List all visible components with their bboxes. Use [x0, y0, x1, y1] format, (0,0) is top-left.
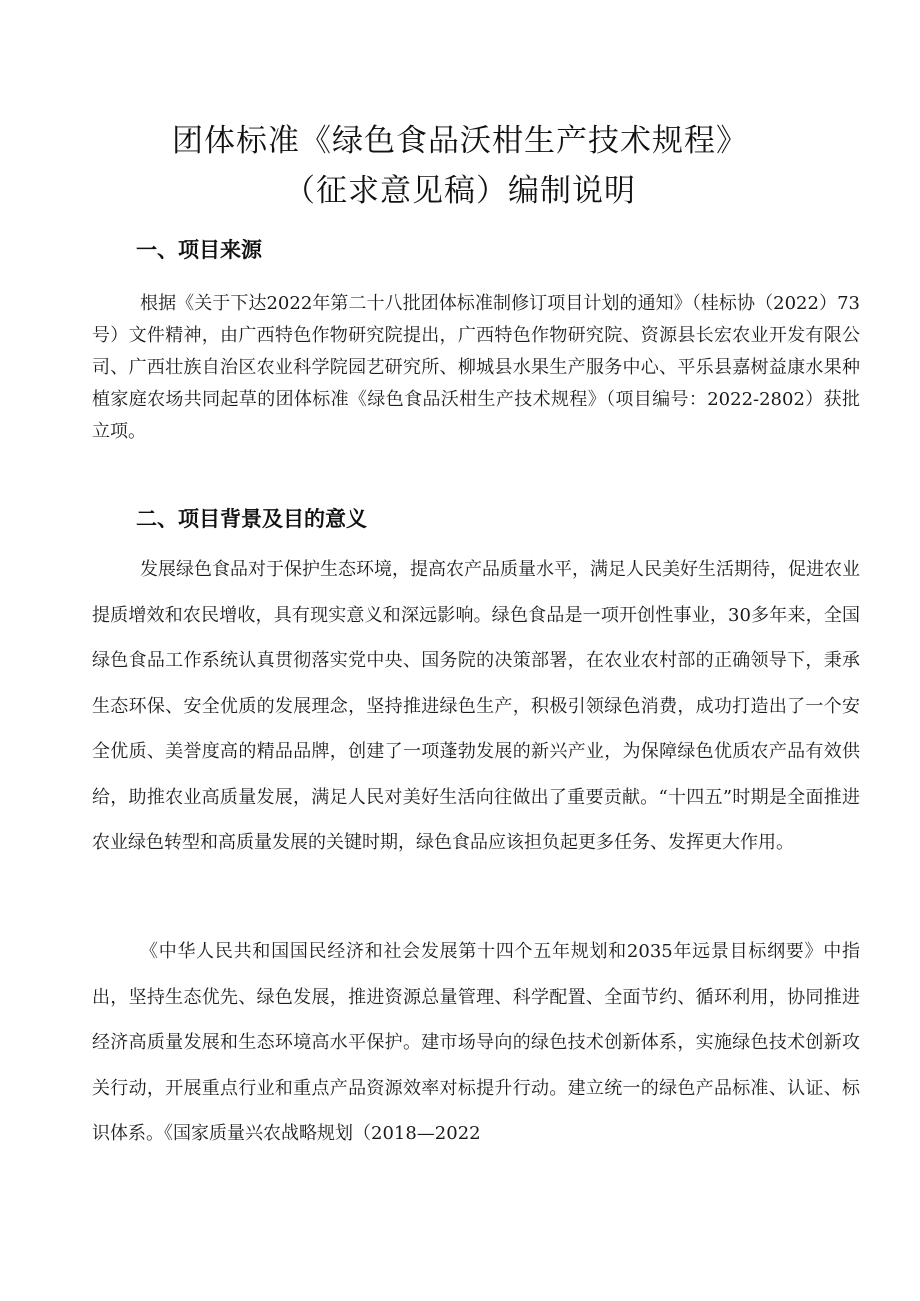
section2-heading: 二、项目背景及目的意义 [136, 507, 367, 531]
section1-heading: 一、项目来源 [136, 238, 262, 262]
section2-paragraph2: 《中华人民共和国国民经济和社会发展第十四个五年规划和2035年远景目标纲要》中指出，坚持生态优先、绿色发展，推进资源总量管理、科学配置、全面节约、循环利用，协同推进经济高质量发展和生态环境高水平保护。建市场导向的绿色技术创新体系，实施绿色技术创新攻关行动，开展重点行业和重点产品资源效率对标提升行动。建立统一的绿色产品标准、认证、标识体系。《国家质量兴农战略规划（2018—2022 [92, 941, 860, 1144]
document-title-line2: （征求意见稿）编制说明 [284, 173, 636, 209]
document-title-line1: 团体标准《绿色食品沃柑生产技术规程》 [172, 123, 748, 159]
section2-paragraph1: 发展绿色食品对于保护生态环境，提高农产品质量水平，满足人民美好生活期待，促进农业提质增效和农民增收，具有现实意义和深远影响。绿色食品是一项开创性事业，30多年来，全国绿色食品工作系统认真贯彻落实党中央、国务院的决策部署，在农业农村部的正确领导下，秉承生态环保、安全优质的发展理念，坚持推进绿色生产，积极引领绿色消费，成功打造出了一个安全优质、美誉度高的精品品牌，创建了一项蓬勃发展的新兴产业，为保障绿色优质农产品有效供给，助推农业高质量发展，满足人民对美好生活向往做出了重要贡献。“十四五”时期是全面推进农业绿色转型和高质量发展的关键时期，绿色食品应该担负起更多任务、发挥更大作用。 [92, 559, 860, 853]
section1-paragraph: 根据《关于下达2022年第二十八批团体标准制修订项目计划的通知》（桂标协（2022）73号）文件精神，由广西特色作物研究院提出，广西特色作物研究院、资源县长宏农业开发有限公司、广西壮族自治区农业科学院园艺研究所、柳城县水果生产服务中心、平乐县嘉树益康水果种植家庭农场共同起草的团体标准《绿色食品沃柑生产技术规程》（项目编号：2022-2802）获批立项。 [92, 293, 860, 442]
